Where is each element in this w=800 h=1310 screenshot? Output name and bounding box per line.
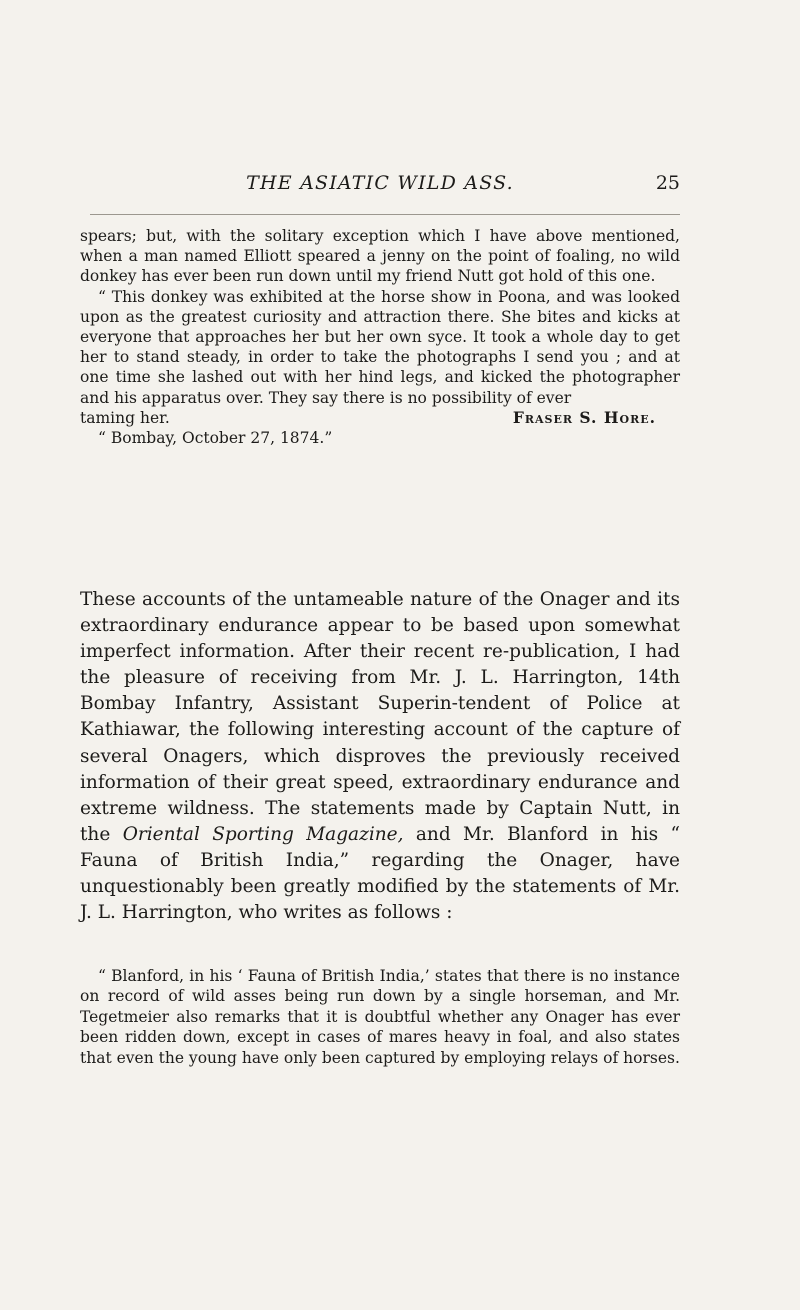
- paragraph-untameable-text-a: These accounts of the untameable nature of the Onager and its extraordinary endurance appear to be based upon somewhat imperfect information. After their recent re-publication, I had the pleasure of receiving from Mr. J. L. Harrington, 14th Bombay Infantry, Assistant Superin-tendent of Police at Kathiawar, the following interesting account of the capture of several Onagers, which disproves the previously received information of their great speed, extraordinary endurance and extreme wildness. The statements made by Captain Nutt, in the: [80, 589, 680, 845]
- paragraph-spears: spears; but, with the solitary exception which I have above mentioned, when a man named Elliott speared a jenny on the point of foaling, no wild donkey has ever been run down until my friend Nutt got hold of this one.: [80, 227, 680, 286]
- dateline: “ Bombay, October 27, 1874.”: [98, 429, 333, 448]
- body-top: [80, 226, 680, 448]
- running-header: [80, 172, 680, 198]
- paragraph-untameable: [80, 587, 680, 926]
- header-rule: [90, 214, 680, 215]
- signature: Fraser S. Hore.: [512, 407, 656, 427]
- paragraph-blanford-quote: “ Blanford, in his ‘ Fauna of British India,’ states that there is no instance on record of wild asses being run down by a single horseman, and Mr. Tegetmeier also remarks that it is doubtful whether any Onager has ever been ridden down, except in cases of mares heavy in foal, and also states that even the young have only been captured by employing relays of horses.: [80, 967, 680, 1067]
- page-number: 25: [655, 172, 680, 194]
- paragraph-donkey-quote: “ This donkey was exhibited at the horse show in Poona, and was looked upon as the greatest curiosity and attraction there. She bites and kicks at everyone that approaches her but her own syce. It took a whole day to get her to stand steady, in order to take the photographs I send you ; and at one time she lashed out with her hind legs, and kicked the photographer and his apparatus over. They say there is no possibility of ever: [80, 287, 680, 407]
- paragraph-untameable-text-b: and Mr. Blanford in his “ Fauna of British India,” regarding the Onager, have unquestionably been greatly modified by the statements of Mr. J. L. Harrington, who writes as follows :: [80, 823, 680, 924]
- signature-line: [80, 408, 680, 428]
- magazine-title: Oriental Sporting Magazine,: [122, 823, 404, 845]
- body-bottom: [80, 966, 680, 1068]
- body-main: [80, 587, 680, 926]
- quote-last-line: taming her.: [80, 408, 170, 427]
- running-title: THE ASIATIC WILD ASS.: [246, 172, 514, 194]
